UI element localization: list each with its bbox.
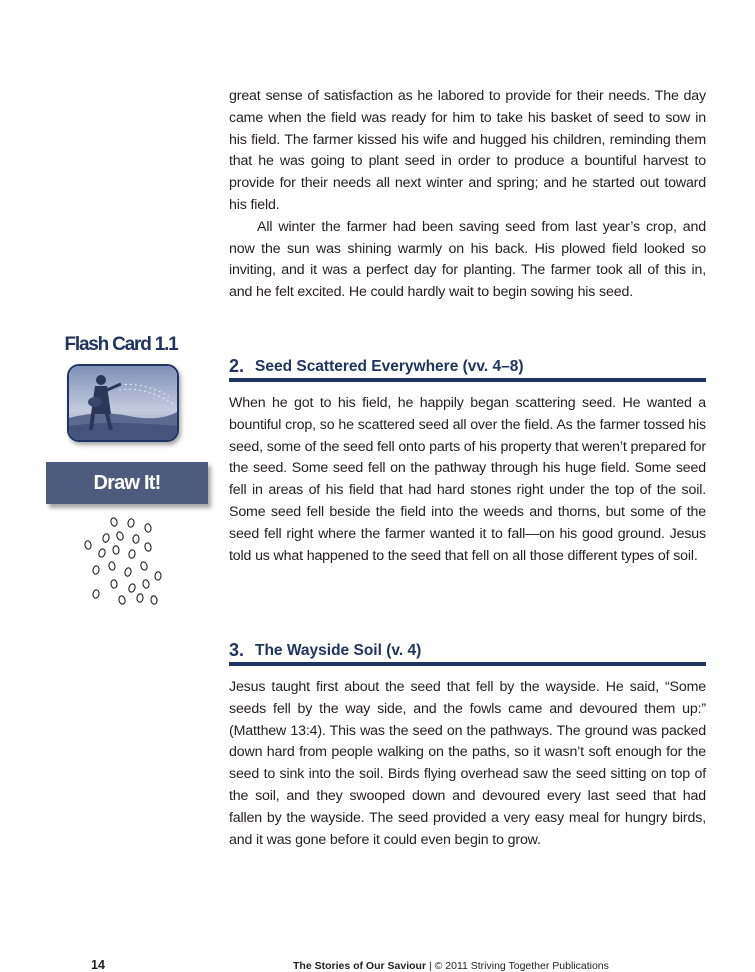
intro-paragraph-1: great sense of satisfaction as he labored to provide for their needs. The day came when the field was ready for him to take his basket of seed to sow in his field. The farmer kissed his wife and hugged his children, reminding them that he was going to plant seed in order to produce a bountiful harvest to provide for their needs all next winter and spring; and he started out toward his field. <box>229 88 706 213</box>
flash-card-image <box>67 364 179 442</box>
section-3-heading <box>229 638 706 666</box>
section-3-body: Jesus taught first about the seed that fell by the wayside. He said, “Some seeds fell by the way side, and the fowls came and devoured them up:” (Matthew 13:4). This was the seed on the pathways. The ground was packed down hard from people walking on the paths, so it wasn’t soft enough for the seed to sink into the soil. Birds flying overhead saw the seed sitting on top of the soil, and they swooped down and devoured every last seed that had fallen by the wayside. The seed provided a very easy meal for hungry birds, and it was gone before it could even begin to grow. <box>229 679 706 848</box>
section-3-body-block <box>229 677 706 851</box>
section-2-body-block <box>229 393 706 567</box>
flash-card-title: Flash Card 1.1 <box>64 334 178 355</box>
section-2-number: 2. <box>229 356 245 376</box>
section-2-title: Seed Scattered Everywhere (vv. 4–8) <box>255 358 524 375</box>
section-2-body: When he got to his field, he happily began scattering seed. He wanted a bountiful crop, so he scattered seed all over the field. As the farmer tossed his seed, some of the seed fell onto parts of his property that weren’t prepared for the seed. Some seed fell on the pathway through his huge field. Some seed fell in areas of his field that had hard stones right under the top of the soil. Some seed fell beside the field into the weeds and thorns, but some of the seed fell right where the farmer wanted it to fall—on his good ground. Jesus told us what happened to the seed that fell on all those different types of soil. <box>229 395 706 564</box>
section-3-number: 3. <box>229 640 245 660</box>
page-number: 14 <box>91 958 105 972</box>
intro-text <box>229 86 706 304</box>
footer-credits <box>293 960 609 972</box>
footer-separator: | <box>428 960 435 972</box>
scattered-seeds-icon <box>76 514 168 610</box>
book-title: The Stories of Our Saviour <box>293 960 427 972</box>
section-3-title: The Wayside Soil (v. 4) <box>255 642 422 659</box>
farmer-sowing-icon <box>69 366 177 440</box>
copyright: © 2011 Striving Together Publications <box>434 960 609 972</box>
intro-paragraph-2: All winter the farmer had been saving seed from last year’s crop, and now the sun was shining warmly on his back. His plowed field looked so inviting, and it was a perfect day for planting. The farmer took all of this in, and he felt excited. He could hardly wait to begin sowing his seed. <box>229 218 706 301</box>
draw-it-label: Draw It! <box>46 462 208 504</box>
section-2-heading <box>229 354 706 382</box>
